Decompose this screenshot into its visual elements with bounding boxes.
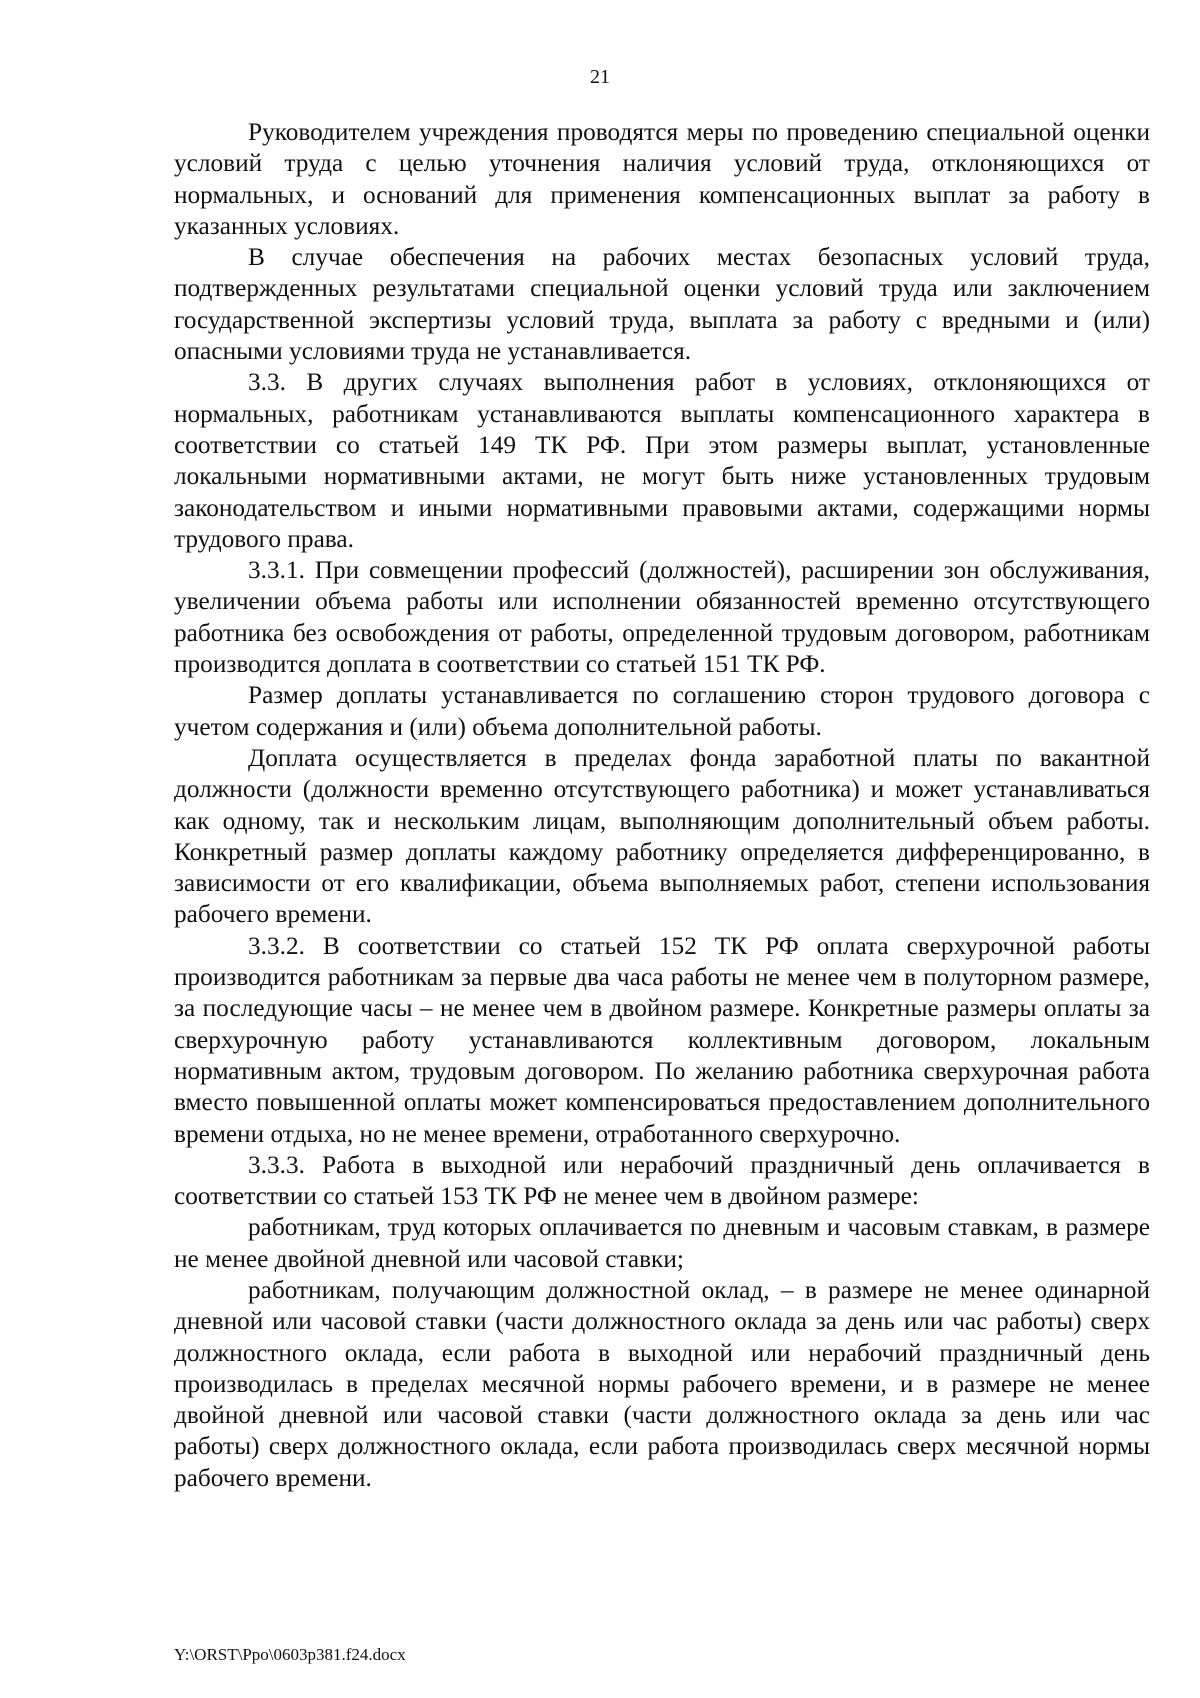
page-number: 21	[590, 66, 610, 88]
paragraph-daily-rate-workers: работникам, труд которых оплачивается по дневным и часовым ставкам, в размере не менее двойной дневной или часовой ставки;	[174, 1213, 1150, 1273]
paragraph-surcharge-fund: Доплата осуществляется в пределах фонда заработной платы по вакантной должности (должности временно отсутствующего работника) и может устанавливаться как одному, так и нескольким лицам, выполняющим дополнительный объем работы. Конкретный размер доплаты каждому работнику определяется дифференцированно, в зависимости от его квалификации, объема выполняемых работ, степени использования рабочего времени.	[174, 743, 1150, 929]
paragraph-3-3-2: 3.3.2. В соответствии со статьей 152 ТК РФ оплата сверхурочной работы производится работникам за первые два часа работы не менее чем в полуторном размере, за последующие часы – не менее чем в двойном размере. Конкретные размеры оплаты за сверхурочную работу устанавливаются коллективным договором, локальным нормативным актом, трудовым договором. По желанию работника сверхурочная работа вместо повышенной оплаты может компенсироваться предоставлением дополнительного времени отдыха, но не менее времени, отработанного сверхурочно.	[174, 931, 1150, 1148]
paragraph-salaried-workers: работникам, получающим должностной оклад, – в размере не менее одинарной дневной или часовой ставки (части должностного оклада за день или час работы) сверх должностного оклада, если работа в выходной или нерабочий праздничный день производилась в пределах месячной нормы рабочего времени, и в размере не менее двойной дневной или часовой ставки (части должностного оклада за день или час работы) сверх должностного оклада, если работа производилась сверх месячной нормы рабочего времени.	[174, 1275, 1150, 1492]
paragraph-3-3-3: 3.3.3. Работа в выходной или нерабочий праздничный день оплачивается в соответствии со статьей 153 ТК РФ не менее чем в двойном размере:	[174, 1150, 1150, 1211]
paragraph-3-3: 3.3. В других случаях выполнения работ в условиях, отклоняющихся от нормальных, работникам устанавливаются выплаты компенсационного характера в соответствии со статьей 149 ТК РФ. При этом размеры выплат, установленные локальными нормативными актами, не могут быть ниже установленных трудовым законодательством и иными нормативными правовыми актами, содержащими нормы трудового права.	[174, 368, 1150, 553]
paragraph-safe-conditions: В случае обеспечения на рабочих местах безопасных условий труда, подтвержденных результатами специальной оценки условий труда или заключением государственной экспертизы условий труда, выплата за работу с вредными и (или) опасными условиями труда не устанавливается.	[174, 243, 1150, 366]
paragraph-surcharge-amount: Размер доплаты устанавливается по соглашению сторон трудового договора с учетом содержания и (или) объема дополнительной работы.	[174, 681, 1150, 741]
paragraph-3-3-1: 3.3.1. При совмещении профессий (должностей), расширении зон обслуживания, увеличении объема работы или исполнении обязанностей временно отсутствующего работника без освобождения от работы, определенной трудовым договором, работникам производится доплата в соответствии со статьей 151 ТК РФ.	[174, 556, 1150, 679]
footer-file-path: Y:\ORST\Ppo\0603p381.f24.docx	[174, 1645, 406, 1664]
document-body	[174, 117, 1150, 1494]
paragraph-special-assessment: Руководителем учреждения проводятся меры по проведению специальной оценки условий труда с целью уточнения наличия условий труда, отклоняющихся от нормальных, и оснований для применения компенсационных выплат за работу в указанных условиях.	[174, 118, 1150, 240]
